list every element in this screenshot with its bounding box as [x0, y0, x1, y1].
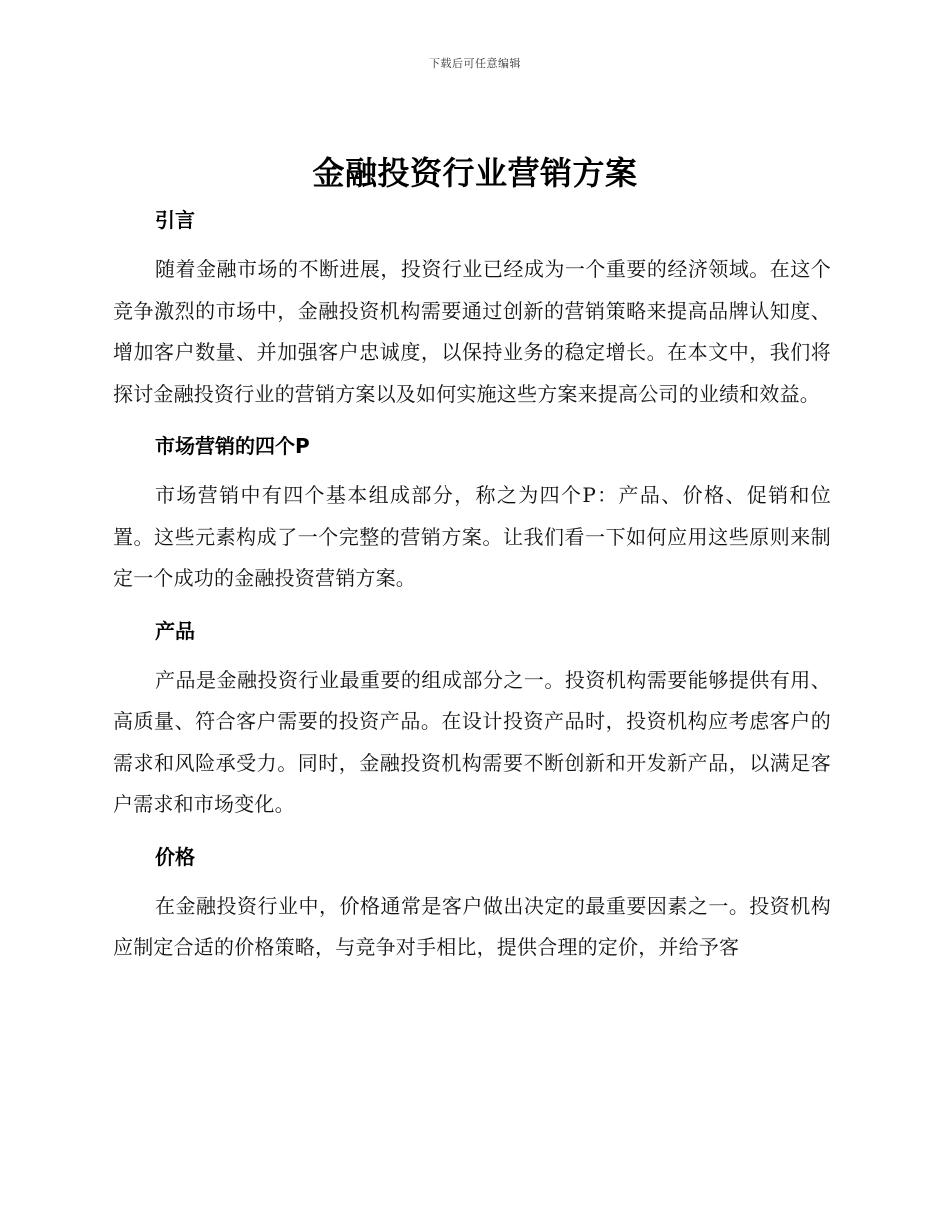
section-heading-product: 产品 — [155, 618, 195, 643]
section-heading-intro: 引言 — [155, 208, 195, 232]
section-paragraph-price: 在金融投资行业中，价格通常是客户做出决定的最重要因素之一。投资机构应制定合适的价格策略，与竞争对手相比，提供合理的定价，并给予客 — [113, 893, 831, 959]
section-paragraph-four-p: 市场营销中有四个基本组成部分，称之为四个P：产品、价格、促销和位置。这些元素构成了一个完整的营销方案。让我们看一下如何应用这些原则来制定一个成功的金融投资营销方案。 — [113, 483, 831, 590]
header-note: 下载后可任意编辑 — [429, 57, 521, 70]
section-heading-price: 价格 — [155, 844, 195, 869]
section-paragraph-intro: 随着金融市场的不断进展，投资行业已经成为一个重要的经济领域。在这个竞争激烈的市场中，金融投资机构需要通过创新的营销策略来提高品牌认知度、增加客户数量、并加强客户忠诚度，以保持业务的稳定增长。在本文中，我们将探讨金融投资行业的营销方案以及如何实施这些方案来提高公司的业绩和效益。 — [113, 257, 831, 406]
page-title: 金融投资行业营销方案 — [312, 154, 638, 192]
section-heading-four-p: 市场营销的四个P — [155, 434, 310, 458]
section-paragraph-product: 产品是金融投资行业最重要的组成部分之一。投资机构需要能够提供有用、高质量、符合客户需要的投资产品。在设计投资产品时，投资机构应考虑客户的需求和风险承受力。同时，金融投资机构需要不断创新和开发新产品，以满足客户需求和市场变化。 — [113, 667, 831, 816]
document-body — [113, 200, 831, 969]
